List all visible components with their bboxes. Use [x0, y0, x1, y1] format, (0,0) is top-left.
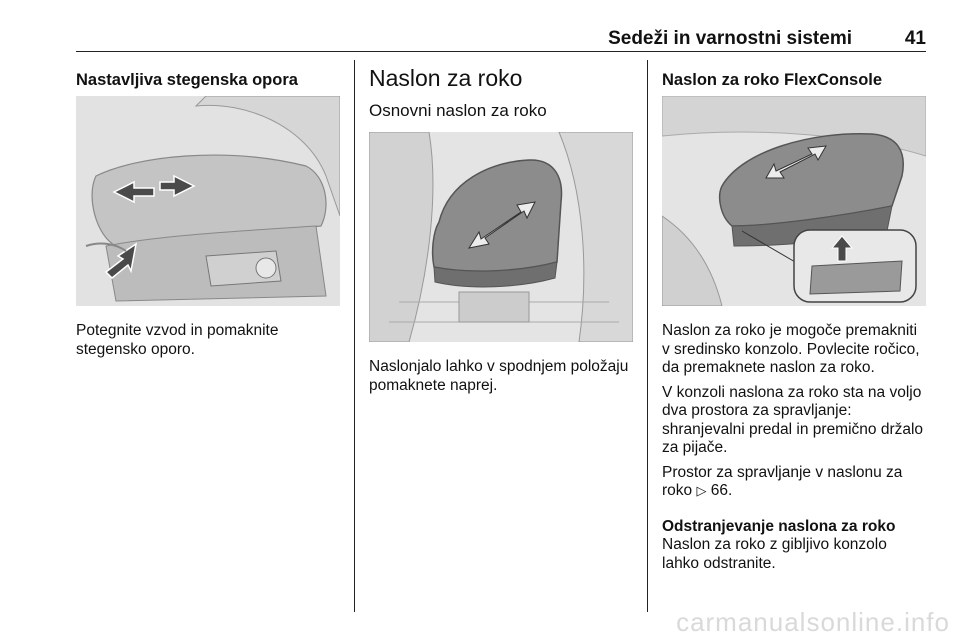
- subsection-heading: Odstranjevanje naslona za roko: [662, 517, 896, 535]
- paragraph: Naslon za roko je mogoče premakniti v sredinsko konzolo. Povlecite ročico, da premaknete naslon za roko.: [662, 322, 920, 376]
- flexconsole-armrest-illustration: [662, 96, 926, 306]
- column-thigh-support: [76, 62, 340, 92]
- caption-text: Potegnite vzvod in pomaknite stegensko oporo.: [76, 322, 279, 358]
- page-number: 41: [904, 28, 926, 49]
- basic-armrest-illustration: [369, 132, 633, 342]
- paragraph: [662, 464, 928, 502]
- column-divider: [647, 60, 648, 612]
- page-title: Sedeži in varnostni sistemi: [608, 28, 852, 49]
- text-block: [662, 322, 928, 573]
- caption: [76, 322, 340, 359]
- section-heading: Naslon za roko FlexConsole: [662, 71, 883, 89]
- column-armrest: [369, 62, 633, 122]
- section-heading: Nastavljiva stegenska opora: [76, 71, 298, 89]
- seat-thigh-support-illustration: [76, 96, 340, 306]
- header-divider: [76, 51, 926, 52]
- column-divider: [354, 60, 355, 612]
- paragraph-text: Prostor za spravljanje v naslonu za roko: [662, 463, 903, 499]
- page-reference-link[interactable]: 66.: [710, 482, 733, 499]
- caption: [369, 358, 635, 395]
- paragraph: V konzoli naslona za roko sta na voljo dva prostora za spravljanje: shranjevalni predal in premično držalo za pijače.: [662, 383, 924, 456]
- column-flexconsole: [662, 62, 926, 92]
- watermark: carmanualsonline.info: [676, 607, 950, 637]
- subsection-heading: Osnovni naslon za roko: [369, 101, 547, 120]
- reference-arrow-icon: ▷: [696, 484, 707, 499]
- caption-text: Naslonjalo lahko v spodnjem položaju pomaknete naprej.: [369, 358, 629, 394]
- paragraph: Naslon za roko z gibljivo konzolo lahko odstranite.: [662, 536, 887, 572]
- page-header: [76, 28, 926, 50]
- section-heading: Naslon za roko: [369, 65, 523, 91]
